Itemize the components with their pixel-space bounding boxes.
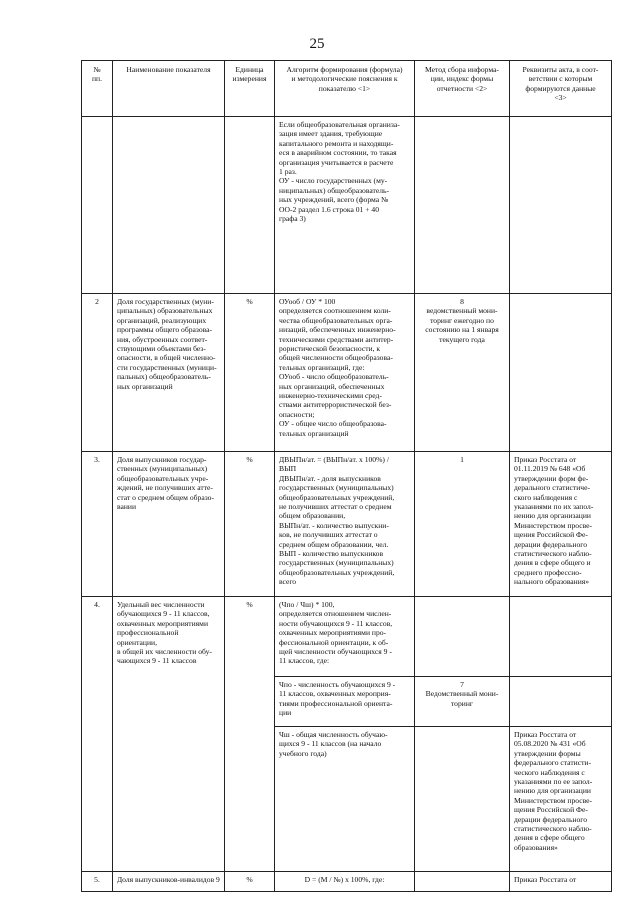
cell-unit: % bbox=[225, 294, 275, 452]
cell-act-requisites: Приказ Росстата от 01.11.2019 № 648 «Об утверждении форм фе- дерального статистиче- ского наблюдения с указаниями по их запол- нению для организации Министерством просве- щения Российской Фе- дерации федерального статистического наблю- дения в сфере общего и среднего профессио- нального образования» bbox=[510, 452, 612, 597]
cell-collection-method: 7 Ведомственный мони- торинг bbox=[415, 677, 510, 727]
cell-indicator-name: Доля выпускников-инвалидов 9 bbox=[113, 872, 225, 892]
header-algorithm: Алгоритм формирования (формула) и методологические пояснения к показателю <1> bbox=[275, 61, 415, 117]
cell-indicator-name: Доля выпускников государ- ственных (муниципальных) общеобразовательных учре- ждений, не получивших аттe- стат о среднем общем образо- вании bbox=[113, 452, 225, 597]
cell-algorithm: ДВЫПн/ат. = (ВЫПн/ат. x 100%) / ВЫП ДВЫПн/ат. - доля выпускников государственных (муниципальных) общеобразовательных учреждений, не получивших аттестат о среднем общем образовании, ВЫПн/ат. - количество выпускни- ков, не получивших аттестат о среднем общем образовании, чел. ВЫП - количество выпускников государственных (муниципальных) общеобразовательных учреждений, всего bbox=[275, 452, 415, 597]
header-unit: Единица измерения bbox=[225, 61, 275, 117]
table-row bbox=[82, 117, 612, 294]
cell-unit: % bbox=[225, 872, 275, 892]
cell-unit: % bbox=[225, 452, 275, 597]
cell-algorithm: Если общеобразовательная организа- зация имеет здания, требующие капитального ремонта и находящи- еся в аварийном состоянии, то такая организация учитывается в расчете 1 раз. ОУ - число государственных (му- ниципальных) общеобразователь- ных учреждений, всего (форма № ОО-2 раздел 1.6 строка 01 + 40 графа 3) bbox=[275, 117, 415, 294]
page-number: 25 bbox=[309, 36, 325, 52]
cell-number bbox=[82, 117, 113, 294]
cell-collection-method: 1 bbox=[415, 452, 510, 597]
cell-act-requisites bbox=[510, 677, 612, 727]
indicators-table bbox=[81, 60, 612, 892]
header-indicator-name: Наименование показателя bbox=[113, 61, 225, 117]
cell-algorithm: Чш - общая численность обучаю- щихся 9 - 11 классов (на начало учебного года) bbox=[275, 727, 415, 872]
cell-act-requisites bbox=[510, 294, 612, 452]
header-act-requisites: Реквизиты акта, в соот- ветствии с которым формируются данные <3> bbox=[510, 61, 612, 117]
cell-collection-method: 8 ведомственный мони- торинг ежегодно по состоянию на 1 января текущего года bbox=[415, 294, 510, 452]
cell-act-requisites: Приказ Росстата от 05.08.2020 № 431 «Об утверждении формы федерального статисти- ческого наблюдения с указаниями по ее запол- нению для организации Министерством просве- щения Российской Фе- дерации федерального статистического наблю- дения в сфере общего образования» bbox=[510, 727, 612, 872]
cell-algorithm: D = (M / №) x 100%, где: bbox=[275, 872, 415, 892]
cell-collection-method bbox=[415, 727, 510, 872]
cell-algorithm: (Чпо / Чш) * 100, определяется отношением числен- ности обучающихся 9 - 11 классов, охваченных мероприятиями про- фессиональной ориентации, к об- щей численности обучающихся 9 - 11 классов, где: bbox=[275, 597, 415, 677]
cell-indicator-name: Удельный вес численности обучающихся 9 - 11 классов, охваченных мероприятиями профессиональной ориентации, в общей их численности обу- чающихся 9 - 11 классов bbox=[113, 597, 225, 872]
table-header-row bbox=[82, 61, 612, 117]
cell-number: 2 bbox=[82, 294, 113, 452]
header-collection-method: Метод сбора информа- ции, индекс формы отчетности <2> bbox=[415, 61, 510, 117]
table-row bbox=[82, 872, 612, 892]
cell-collection-method bbox=[415, 872, 510, 892]
cell-number: 5. bbox=[82, 872, 113, 892]
cell-algorithm: Чпо - численность обучающихся 9 - 11 классов, охваченных мероприя- тиями профессиональной ориента- ции bbox=[275, 677, 415, 727]
cell-algorithm: ОУооб / ОУ * 100 определяется соотношением коли- чества общеобразовательных орга- низаций, обеспеченных инженерно- техническими средствами антитер- рористической безопасности, к общей численности общеобразова- тельных организаций, где: ОУооб - число общеобразователь- ных организаций, обеспеченных инженерно-техническими сред- ствами антитеррористической без- опасности; ОУ - общее число общеобразова- тельных организаций bbox=[275, 294, 415, 452]
cell-number: 4. bbox=[82, 597, 113, 872]
cell-unit bbox=[225, 117, 275, 294]
cell-number: 3. bbox=[82, 452, 113, 597]
cell-collection-method bbox=[415, 597, 510, 677]
cell-act-requisites bbox=[510, 597, 612, 677]
cell-act-requisites bbox=[510, 117, 612, 294]
header-number: № пп. bbox=[82, 61, 113, 117]
cell-unit: % bbox=[225, 597, 275, 872]
table-row bbox=[82, 294, 612, 452]
table-row bbox=[82, 452, 612, 597]
cell-indicator-name bbox=[113, 117, 225, 294]
table-row bbox=[82, 597, 612, 677]
cell-act-requisites: Приказ Росстата от bbox=[510, 872, 612, 892]
cell-collection-method bbox=[415, 117, 510, 294]
cell-indicator-name: Доля государственных (муни- ципальных) образовательных организаций, реализующих программы общего образова- ния, обустроенных соответ- ствующими объектами без- опасности, в общей численно- сти государственных (муници- пальных) общеобразователь- ных организаций bbox=[113, 294, 225, 452]
